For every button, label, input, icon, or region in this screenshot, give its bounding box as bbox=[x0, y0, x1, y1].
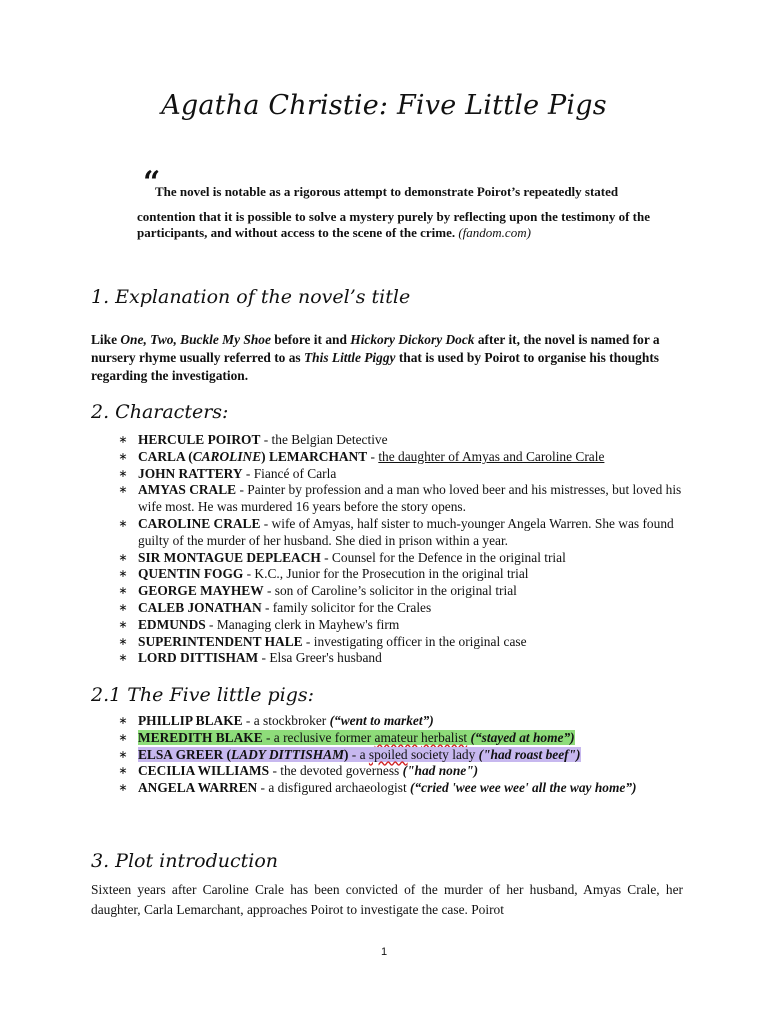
list-item bbox=[116, 713, 686, 730]
pig-name bbox=[138, 747, 348, 762]
page-number: 1 bbox=[380, 946, 388, 958]
name-part: ) LEMARCHANT bbox=[261, 448, 368, 464]
pig-name: CECILIA WILLIAMS bbox=[138, 763, 270, 779]
list-item bbox=[116, 634, 686, 651]
character-desc: - Painter by profession and a man who loved beer and his mistresses, but loved his wife most. He was murdered 16 years before the story opens. bbox=[138, 482, 682, 515]
list-item bbox=[116, 763, 686, 780]
pig-desc: - a disfigured archaeologist bbox=[257, 780, 411, 796]
bullet-icon: ∗ bbox=[118, 782, 128, 795]
character-desc: - son of Caroline’s solicitor in the original trial bbox=[263, 583, 517, 599]
characters-list bbox=[116, 432, 686, 667]
epigraph-quote bbox=[137, 165, 679, 241]
text-run: before it and bbox=[270, 332, 351, 347]
quote-mark: “ bbox=[143, 165, 161, 200]
bullet-icon: ∗ bbox=[118, 765, 128, 778]
bullet-icon: ∗ bbox=[118, 635, 128, 648]
highlighted-entry bbox=[138, 747, 581, 762]
list-item bbox=[116, 550, 686, 567]
bullet-icon: ∗ bbox=[118, 601, 128, 614]
character-desc: - Counsel for the Defence in the original trial bbox=[320, 549, 566, 565]
quote-text bbox=[137, 180, 679, 241]
character-desc: - investigating officer in the original case bbox=[302, 633, 527, 649]
list-item bbox=[116, 780, 686, 797]
bullet-icon: ∗ bbox=[118, 652, 128, 665]
character-desc: the daughter of Amyas and Caroline Crale bbox=[378, 448, 605, 464]
plot-paragraph: Sixteen years after Caroline Crale has been convicted of the murder of her husband, Amyas Crale, her daughter, Carla Lemarchant, approaches Poirot to investigate the case. Poirot bbox=[91, 882, 683, 917]
bullet-icon: ∗ bbox=[118, 748, 128, 761]
highlighted-entry bbox=[138, 730, 575, 745]
bullet-icon: ∗ bbox=[118, 434, 128, 446]
pig-name: ANGELA WARREN bbox=[138, 780, 258, 796]
section-heading-title-explanation: 1. Explanation of the novel’s title bbox=[91, 286, 411, 308]
document-title: Agatha Christie: Five Little Pigs bbox=[161, 90, 607, 121]
pig-desc: - a stockbroker bbox=[242, 713, 330, 728]
list-item bbox=[116, 432, 686, 449]
bullet-icon: ∗ bbox=[118, 450, 128, 463]
character-desc: - wife of Amyas, half sister to much-younger Angela Warren. She was found guilty of the murder of her husband. She died in prison within a year. bbox=[138, 515, 674, 548]
list-item bbox=[116, 566, 686, 583]
quote-line-1: The novel is notable as a rigorous attempt to demonstrate Poirot’s repeatedly stated bbox=[155, 184, 619, 199]
pigs-list bbox=[116, 713, 686, 797]
bullet-icon: ∗ bbox=[118, 568, 128, 581]
section-heading-characters: 2. Characters: bbox=[91, 401, 229, 423]
list-item bbox=[116, 747, 686, 764]
spellcheck-word: spoiled bbox=[368, 746, 408, 762]
bullet-icon: ∗ bbox=[118, 731, 128, 744]
text-run: society lady bbox=[407, 746, 479, 762]
quote-body: contention that it is possible to solve a mystery purely by reflecting upon the testimony of the participants, and without access to the scene of the crime. bbox=[137, 209, 650, 240]
character-desc: - family solicitor for the Crales bbox=[261, 599, 432, 615]
bullet-icon: ∗ bbox=[118, 484, 128, 497]
pig-name: PHILLIP BLAKE bbox=[138, 713, 243, 728]
list-item bbox=[116, 482, 686, 516]
list-item bbox=[116, 583, 686, 600]
character-name: CAROLINE CRALE bbox=[138, 515, 261, 531]
rhyme-title: This Little Piggy bbox=[303, 350, 396, 365]
pig-desc: - the devoted governess bbox=[269, 763, 403, 779]
character-name: CALEB JONATHAN bbox=[138, 599, 262, 615]
pig-rhyme: ("had none") bbox=[402, 763, 479, 779]
character-name: HERCULE POIROT bbox=[138, 432, 261, 447]
pig-name: MEREDITH BLAKE bbox=[138, 729, 263, 745]
character-name: LORD DITTISHAM bbox=[138, 650, 259, 666]
quote-line-rest bbox=[137, 209, 679, 241]
character-desc: - K.C., Junior for the Prosecution in the original trial bbox=[243, 566, 529, 582]
character-name: JOHN RATTERY bbox=[138, 465, 243, 481]
bullet-icon: ∗ bbox=[118, 517, 128, 530]
list-item bbox=[116, 617, 686, 634]
list-item bbox=[116, 516, 686, 550]
character-desc: - Elsa Greer's husband bbox=[258, 650, 382, 666]
character-name: SIR MONTAGUE DEPLEACH bbox=[138, 549, 321, 565]
text-run: that is used by Poirot to organise his thoughts regarding the investigation. bbox=[91, 350, 659, 383]
character-name: EDMUNDS bbox=[138, 616, 206, 632]
character-desc: - Fiancé of Carla bbox=[242, 465, 337, 481]
section-heading-plot-introduction: 3. Plot introduction bbox=[91, 850, 279, 872]
character-desc: - Managing clerk in Mayhew's firm bbox=[205, 616, 400, 632]
character-name: QUENTIN FOGG bbox=[138, 566, 244, 582]
book-title: Hickory Dickory Dock bbox=[350, 332, 475, 347]
pig-rhyme: (“went to market”) bbox=[329, 713, 434, 728]
name-part: ELSA GREER ( bbox=[138, 746, 232, 762]
quote-source: (fandom.com) bbox=[458, 225, 531, 240]
list-item bbox=[116, 449, 686, 466]
spellcheck-word: amateur bbox=[374, 729, 418, 745]
pig-rhyme: ("had roast beef") bbox=[478, 746, 581, 762]
spellcheck-word: herbalist bbox=[421, 729, 468, 745]
bullet-icon: ∗ bbox=[118, 585, 128, 598]
character-name: SUPERINTENDENT HALE bbox=[138, 633, 303, 649]
character-name: AMYAS CRALE bbox=[138, 482, 237, 498]
text-run: Like bbox=[91, 332, 121, 347]
name-part-italic: CAROLINE bbox=[192, 448, 262, 464]
name-part-italic: LADY DITTISHAM bbox=[231, 746, 344, 762]
pig-rhyme: (“cried 'wee wee wee' all the way home”) bbox=[410, 780, 637, 796]
bullet-icon: ∗ bbox=[118, 618, 128, 631]
pig-desc: - a reclusive former bbox=[262, 729, 375, 745]
list-item bbox=[116, 650, 686, 667]
character-name: GEORGE MAYHEW bbox=[138, 583, 264, 599]
name-part: ) bbox=[343, 746, 349, 762]
character-name bbox=[138, 449, 367, 464]
name-part: CARLA ( bbox=[138, 448, 193, 464]
bullet-icon: ∗ bbox=[118, 551, 128, 564]
text-run: after it, the novel is named for a nursery rhyme usually referred to as bbox=[91, 332, 660, 365]
section-heading-five-little-pigs: 2.1 The Five little pigs: bbox=[91, 684, 315, 706]
pig-desc: - a bbox=[348, 746, 369, 762]
separator: - bbox=[367, 448, 379, 464]
bullet-icon: ∗ bbox=[118, 715, 128, 727]
list-item bbox=[116, 466, 686, 483]
list-item bbox=[116, 730, 686, 747]
bullet-icon: ∗ bbox=[118, 467, 128, 480]
character-desc: - the Belgian Detective bbox=[260, 432, 388, 447]
list-item bbox=[116, 600, 686, 617]
pig-rhyme: (“stayed at home”) bbox=[470, 729, 575, 745]
title-explanation-paragraph bbox=[91, 331, 683, 385]
book-title: One, Two, Buckle My Shoe bbox=[120, 332, 271, 347]
